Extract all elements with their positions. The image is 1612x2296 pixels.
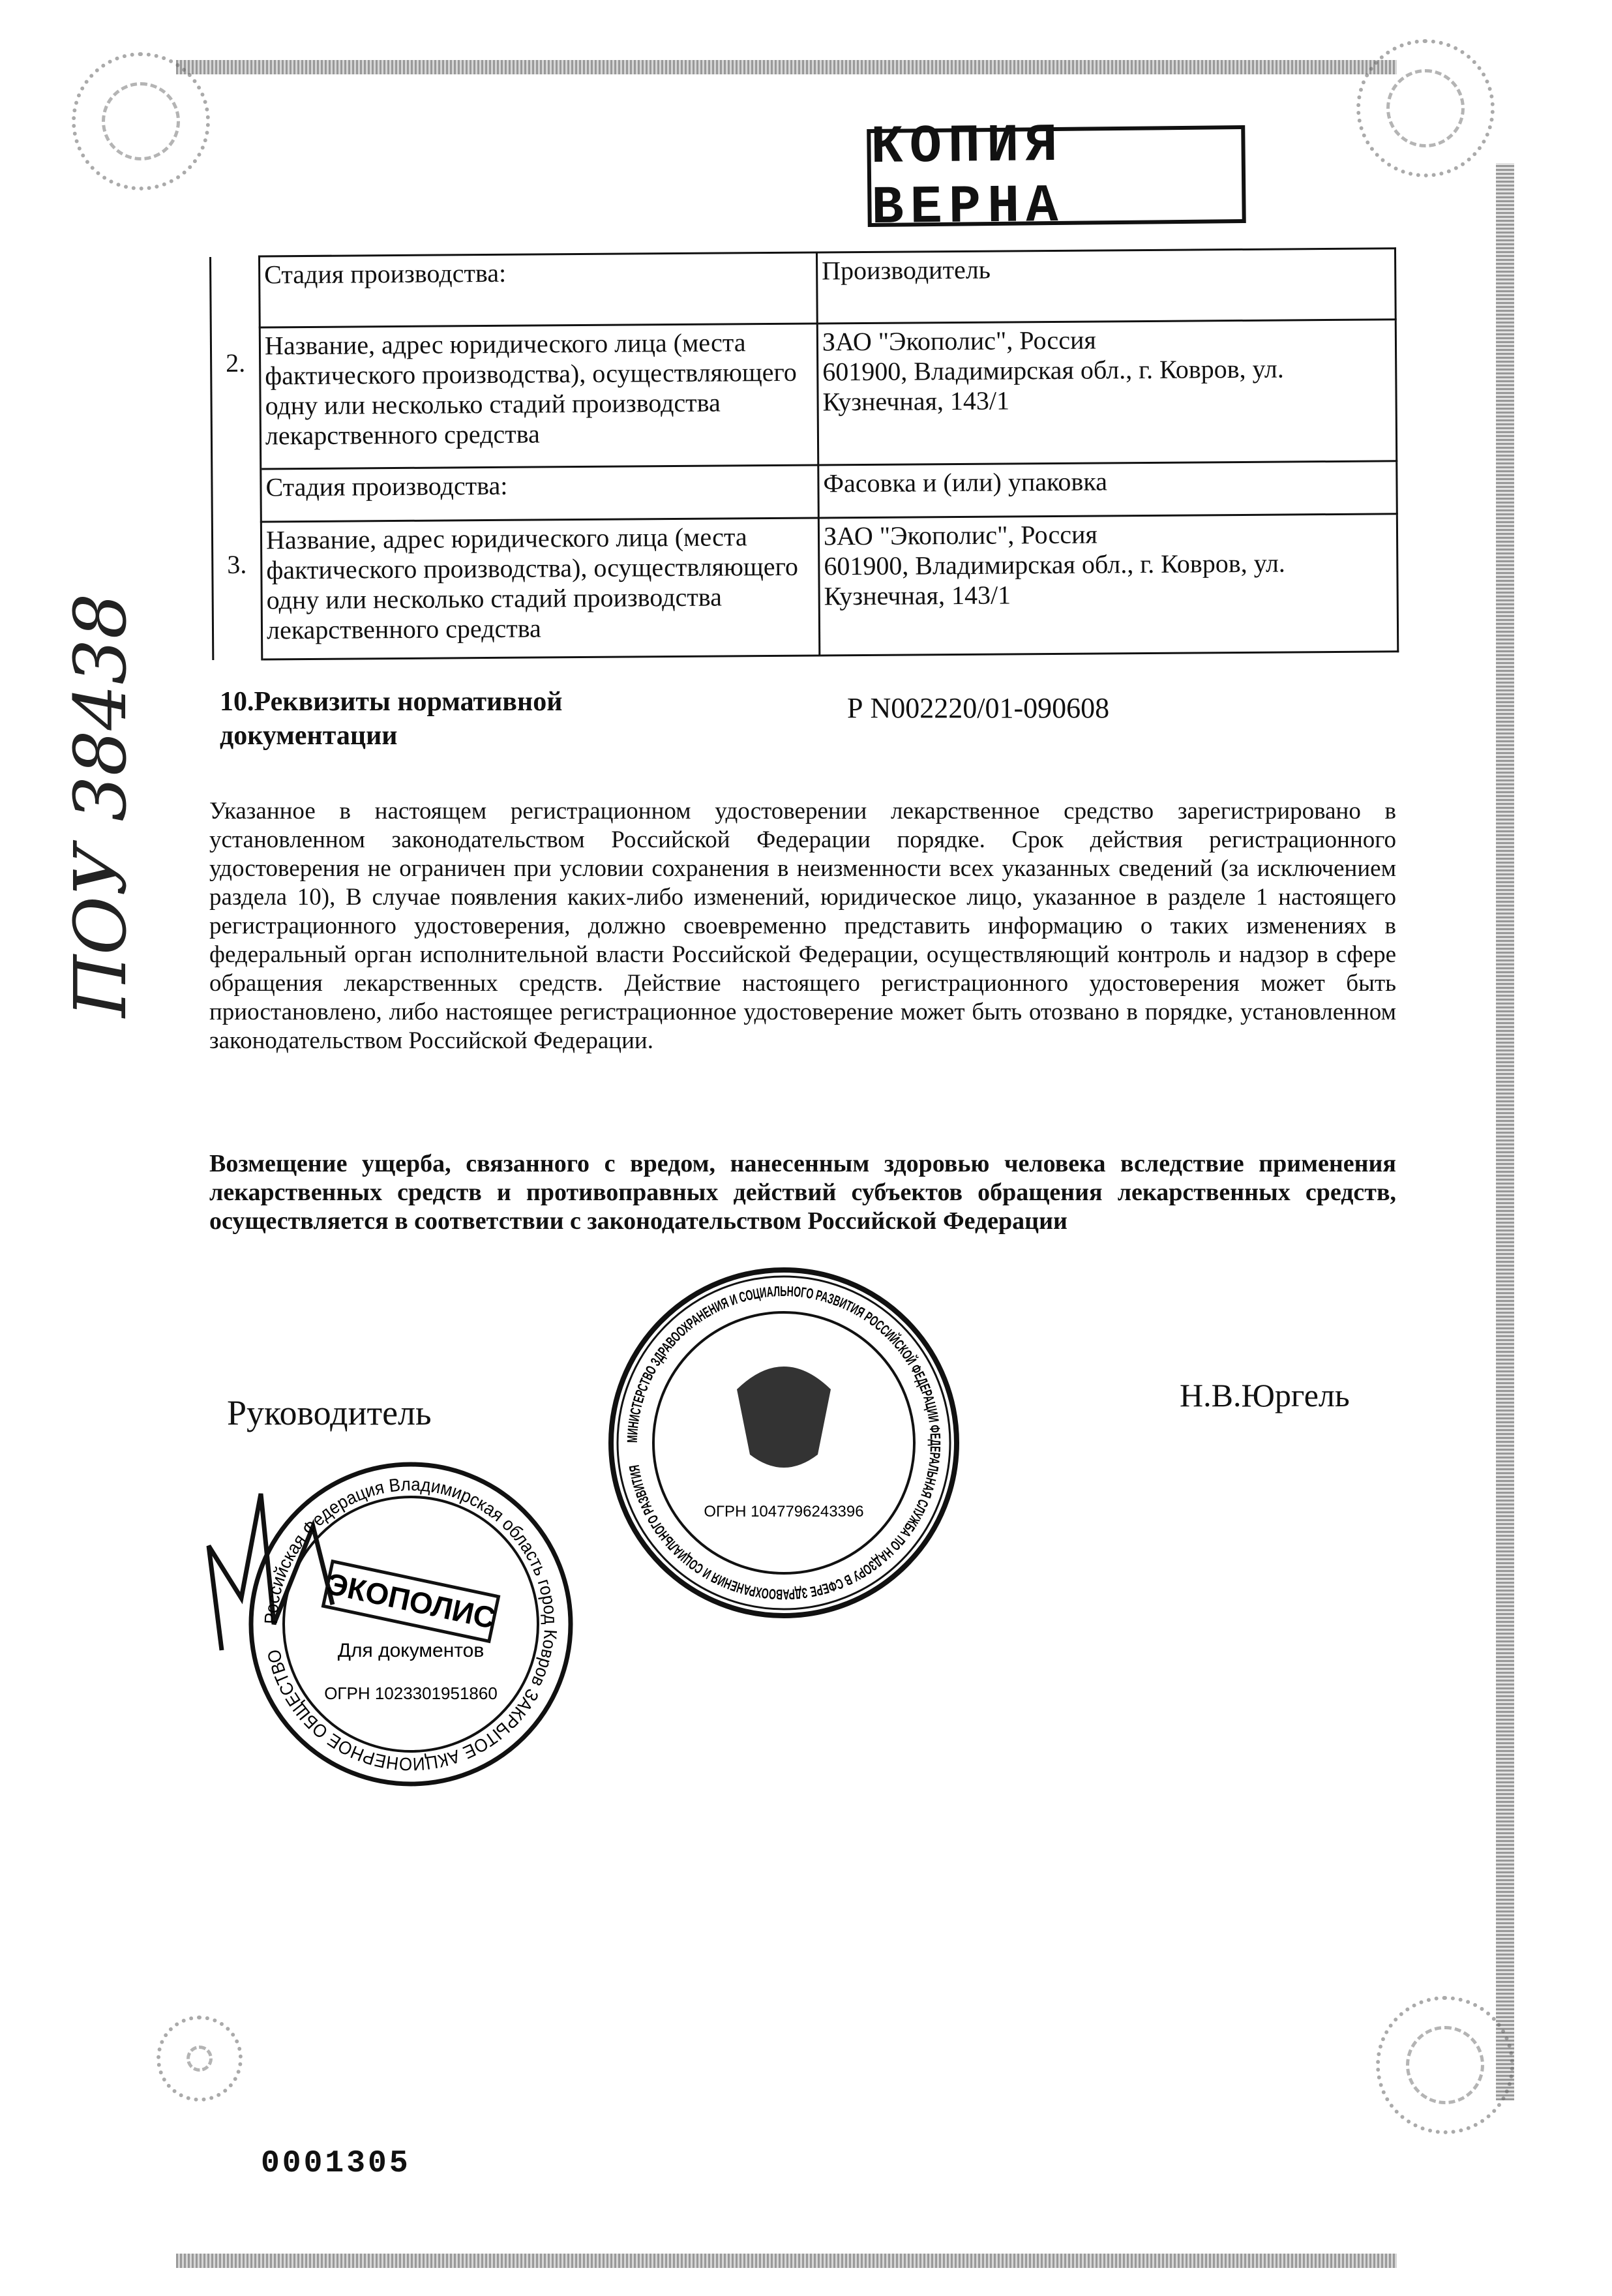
rosette-ornament-icon — [72, 52, 210, 190]
table-row — [212, 461, 1397, 522]
row-number: 2. — [211, 256, 261, 470]
seal-ogrn: ОГРН 1023301951860 — [324, 1684, 498, 1703]
decorative-border-top — [176, 60, 1397, 74]
decorative-border-bottom — [176, 2254, 1397, 2268]
section-10-value: Р N002220/01-090608 — [847, 692, 1110, 724]
entity-name: ЗАО "Экополис", Россия — [823, 519, 1098, 551]
rosette-ornament-icon — [157, 2016, 243, 2102]
entity-address: 601900, Владимирская обл., г. Ковров, ул. Кузнечная, 143/1 — [822, 354, 1284, 417]
seal-ogrn: ОГРН 1047796243396 — [704, 1503, 864, 1520]
seal-center-text: ЭКОПОЛИС — [323, 1566, 499, 1635]
stage-value: Производитель — [816, 249, 1396, 324]
company-seal — [248, 1461, 574, 1787]
manufacturing-table — [209, 247, 1399, 661]
table-row — [212, 514, 1397, 660]
federal-service-seal — [606, 1265, 962, 1621]
entity-value — [817, 320, 1396, 465]
seal-sub-text: Для документов — [337, 1640, 485, 1661]
damage-compensation-paragraph: Возмещение ущерба, связанного с вредом, нанесенным здоровью человека вследствие применения лекарственных средств и противоправных действий субъектов обращения лекарственных средств, осуществляется в соответствии с законодательством Российской Федерации — [209, 1150, 1396, 1235]
serial-number: 0001305 — [261, 2146, 411, 2181]
seal-ring-text: Российская Федерация Владимирская область город Ковров ЗАКРЫТОЕ АКЦИОНЕРНОЕ ОБЩЕСТВО — [260, 1473, 561, 1775]
stage-label: Стадия производства: — [261, 465, 819, 522]
stage-value: Фасовка и (или) упаковка — [818, 461, 1397, 518]
signer-name: Н.В.Юргель — [1180, 1377, 1350, 1413]
rosette-ornament-icon — [1356, 39, 1495, 177]
entity-address: 601900, Владимирская обл., г. Ковров, ул. Кузнечная, 143/1 — [824, 548, 1285, 611]
table-row — [211, 249, 1396, 328]
table-row — [211, 320, 1396, 470]
rosette-ornament-icon — [1376, 1996, 1514, 2134]
entity-value — [818, 514, 1397, 656]
copy-certified-stamp: КОПИЯ ВЕРНА — [867, 125, 1246, 227]
entity-label: Название, адрес юридического лица (места фактического производства), осуществляющего одну или несколько стадий производства лекарственного средства — [260, 324, 818, 469]
signer-role: Руководитель — [227, 1393, 432, 1432]
eagle-emblem-icon — [737, 1367, 831, 1468]
section-10-title: 10.Реквизиты нормативной документации — [220, 687, 563, 751]
entity-label: Название, адрес юридического лица (места фактического производства), осуществляющего одну или несколько стадий производства лекарственного средства — [261, 518, 819, 659]
seal-ring-text: МИНИСТЕРСТВО ЗДРАВООХРАНЕНИЯ И СОЦИАЛЬНОГО РАЗВИТИЯ РОССИЙСКОЙ ФЕДЕРАЦИИ ФЕДЕРАЛЬНАЯ СЛУЖБА ПО НАДЗОРУ В СФЕРЕ ЗДРАВООХРАНЕНИЯ И СОЦИАЛЬНОГО РАЗВИТИЯ — [623, 1282, 944, 1603]
stage-label: Стадия производства: — [260, 252, 818, 327]
registration-validity-paragraph: Указанное в настоящем регистрационном удостоверении лекарственное средство зарегистрировано в установленном законодательством Российской Федерации порядке. Срок действия регистрационного удостоверения не ограничен при условии сохранения в неизменности всех указанных сведений (за исключением раздела 10), В случае появления каких-либо изменений, юридическое лицо, указанное в разделе 1 настоящего регистрационного удостоверения, должно своевременно представить информацию о таких изменениях в федеральный орган исполнительной власти Российской Федерации, осуществляющий контроль и надзор в сфере обращения лекарственных средств. Действие настоящего регистрационного удостоверения может быть приостановлено, либо настоящее регистрационное удостоверение может быть отозвано в порядке, установленном законодательством Российской Федерации. — [209, 798, 1396, 1054]
entity-name: ЗАО "Экополис", Россия — [822, 325, 1096, 357]
decorative-border-right — [1496, 163, 1514, 2100]
handwritten-note: ПОУ 38438 — [59, 593, 142, 1018]
row-number: 3. — [212, 469, 262, 660]
